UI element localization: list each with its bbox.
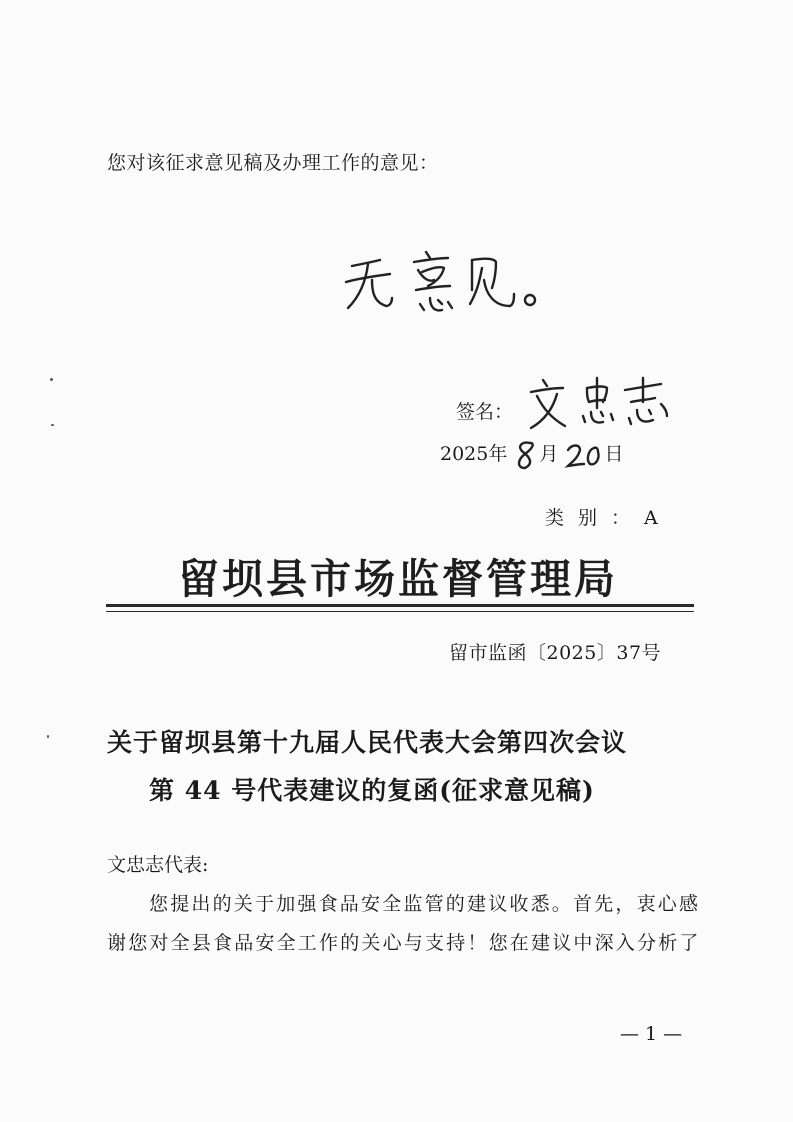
document-title-line-2: 第 44 号代表建议的复函(征求意见稿): [149, 776, 595, 805]
salutation: 文忠志代表:: [107, 854, 209, 876]
agency-letterhead: 留坝县市场监督管理局: [178, 555, 618, 603]
letterhead-rule-thick: [106, 604, 694, 607]
body-paragraph-line-1: 您提出的关于加强食品安全监管的建议收悉。首先，衷心感: [149, 893, 701, 915]
date-day-unit: 日: [604, 443, 624, 465]
handwritten-month: [513, 438, 539, 472]
signature-date: [440, 438, 624, 472]
letterhead-rule-thin: [106, 611, 694, 612]
scan-speck: [50, 378, 53, 381]
scan-speck: [51, 424, 54, 426]
date-year: 2025: [440, 443, 489, 465]
handwritten-signature: [525, 374, 675, 434]
scan-speck: [47, 735, 49, 738]
category-label: 类别：: [545, 507, 645, 529]
date-month-unit: 月: [539, 443, 559, 465]
category: [545, 503, 658, 530]
page-number: — 1 —: [620, 1023, 683, 1045]
handwritten-day: [564, 438, 604, 472]
handwritten-opinion: [338, 246, 558, 326]
body-paragraph-line-2: 谢您对全县食品安全工作的关心与支持！您在建议中深入分析了: [107, 932, 701, 954]
category-value: A: [644, 507, 658, 529]
signature-label: 签名：: [456, 401, 514, 423]
date-year-unit: 年: [488, 443, 508, 465]
opinion-prompt: 您对该征求意见稿及办理工作的意见：: [107, 152, 439, 174]
document-number: 留市监函〔2025〕37号: [449, 642, 662, 664]
document-title-line-1: 关于留坝县第十九届人民代表大会第四次会议: [107, 728, 628, 757]
